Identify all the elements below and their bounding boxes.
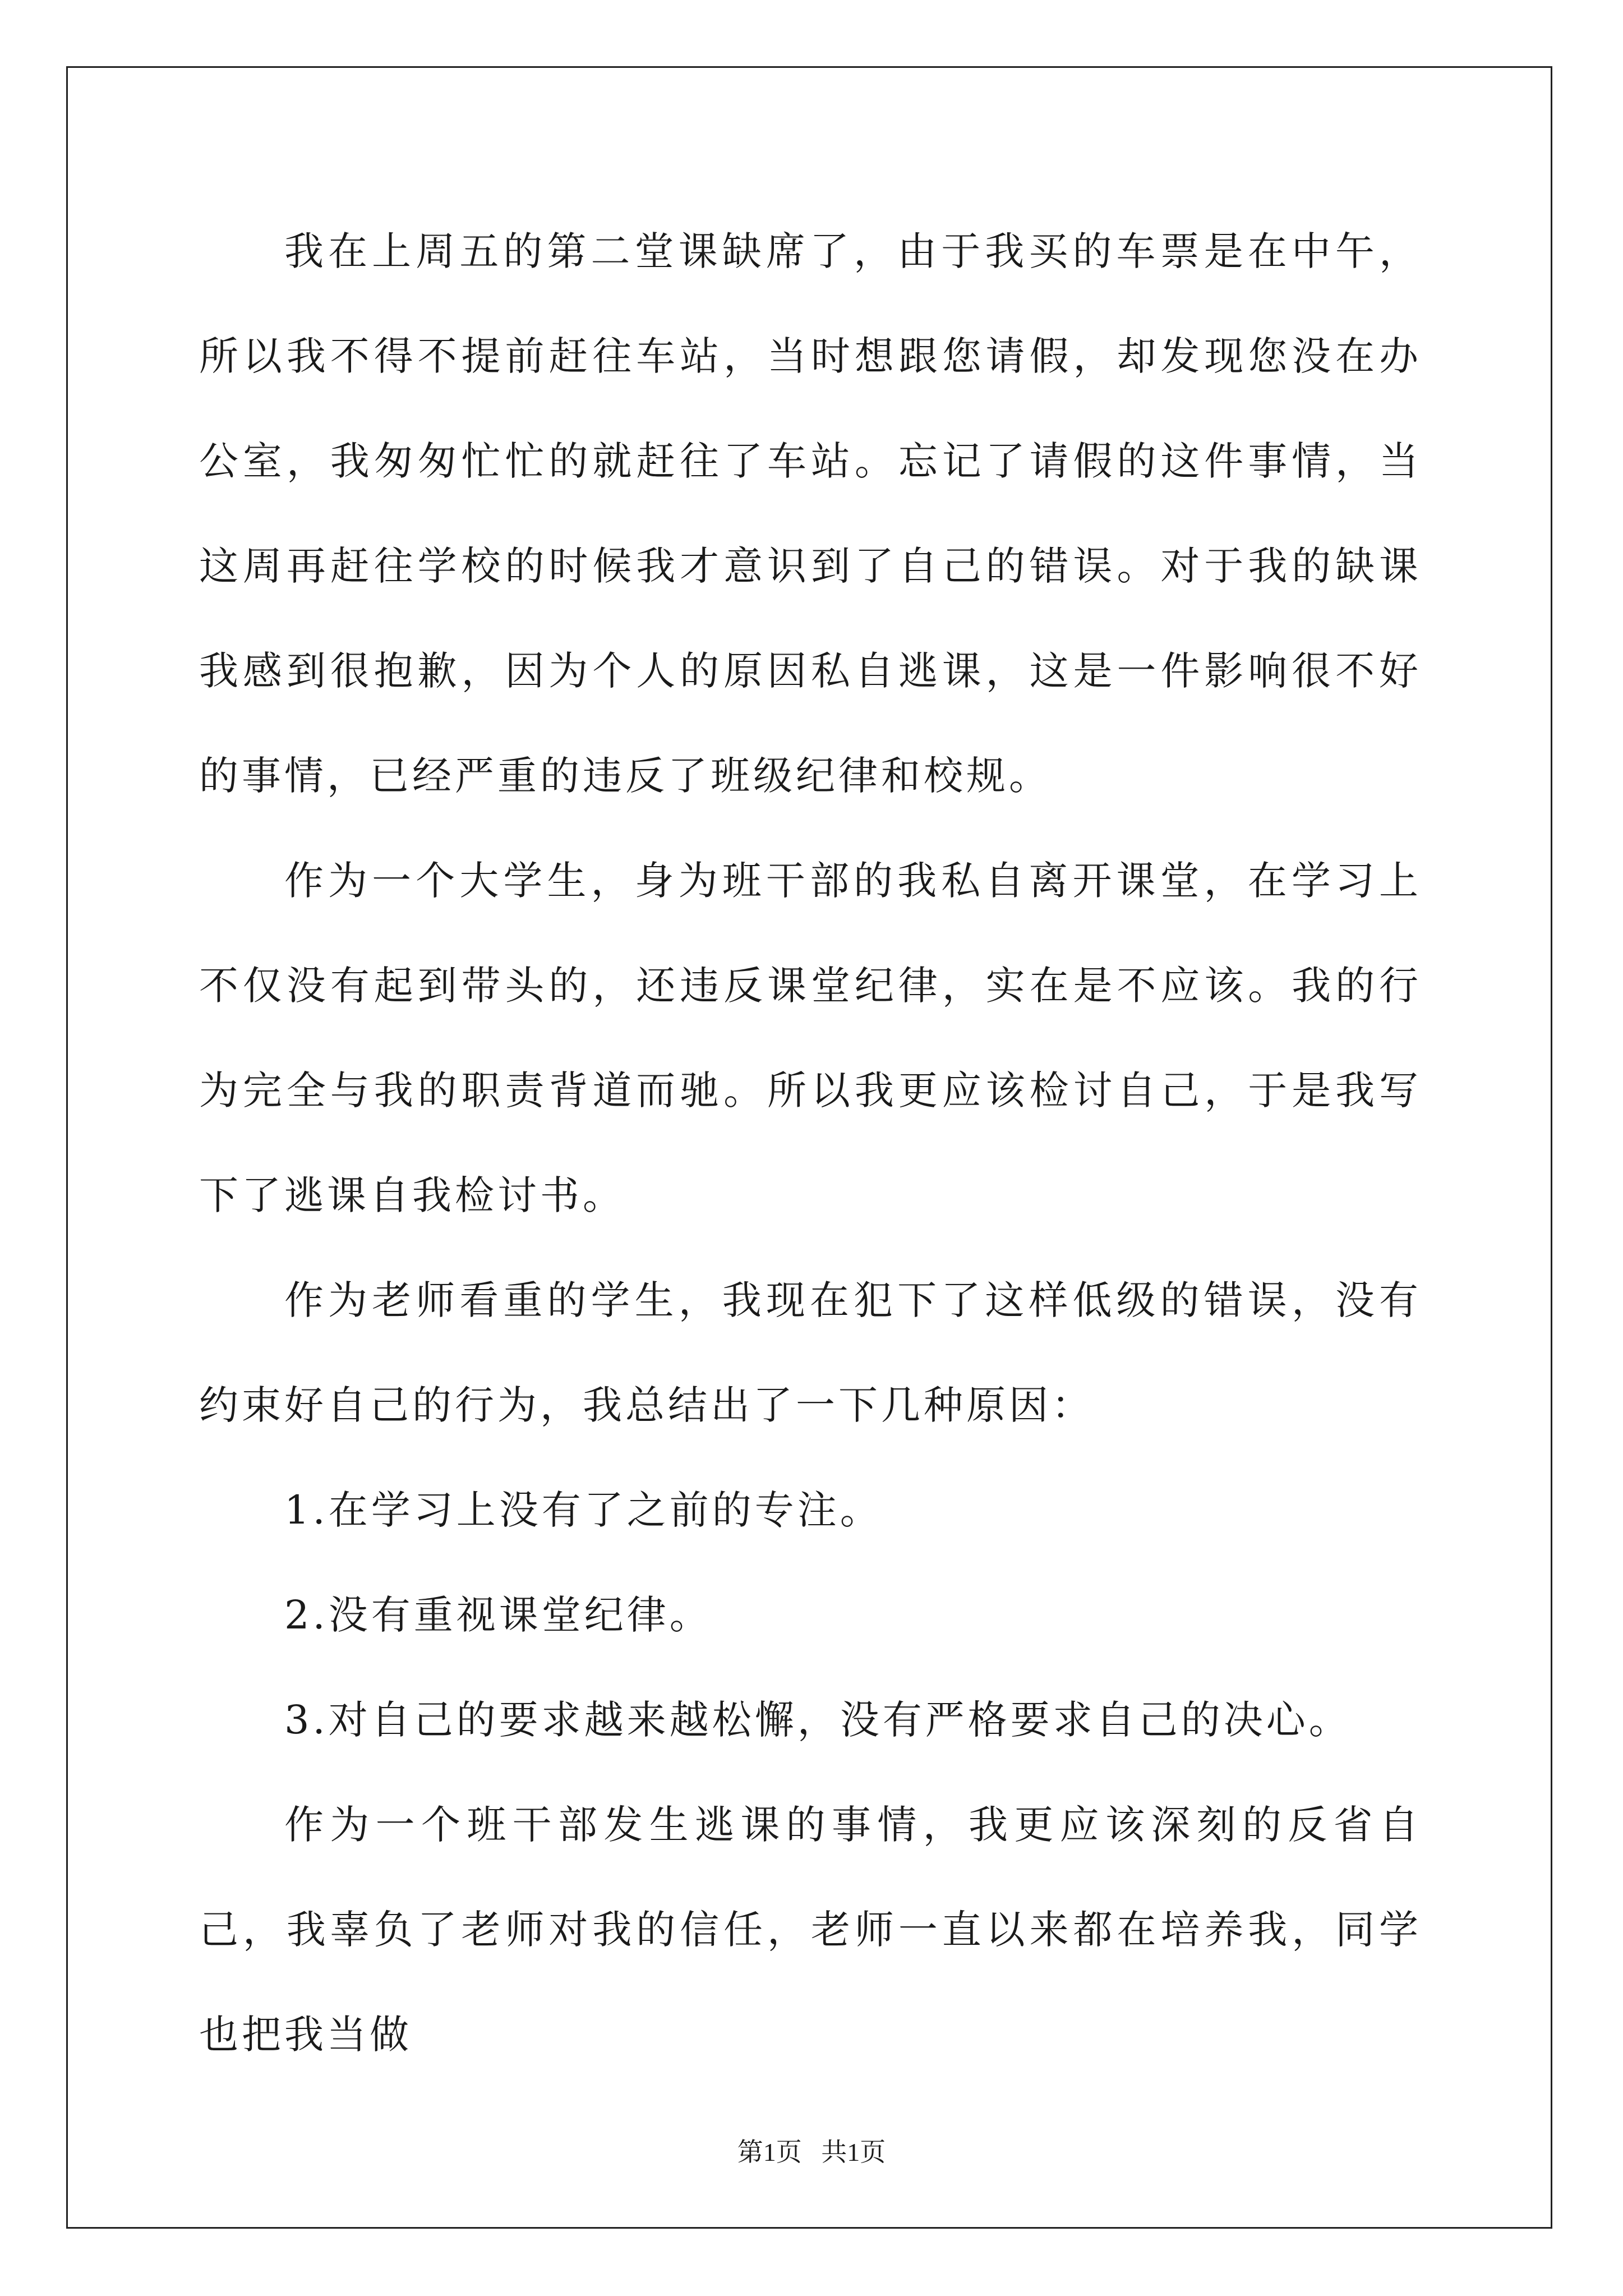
paragraph-class-cadre-reflection: 作为一个大学生，身为班干部的我私自离开课堂，在学习上不仅没有起到带头的，还违反课堂纪律，实在是不应该。我的行为完全与我的职责背道而驰。所以我更应该检讨自己，于是我写下了逃课自我检讨书。 xyxy=(199,858,1422,1218)
list-item-reason-1: 1.在学习上没有了之前的专注。 xyxy=(284,1487,883,1533)
paragraph-reasons-intro: 作为老师看重的学生，我现在犯下了这样低级的错误，没有约束好自己的行为，我总结出了一下几种原因： xyxy=(199,1277,1422,1428)
paragraph-absence-explanation: 我在上周五的第二堂课缺席了，由于我买的车票是在中午，所以我不得不提前赶往车站，当时想跟您请假，却发现您没在办公室，我匆匆忙忙的就赶往了车站。忘记了请假的这件事情，当这周再赶往学校的时候我才意识到了自己的错误。对于我的缺课我感到很抱歉，因为个人的原因私自逃课，这是一件影响很不好的事情，已经严重的违反了班级纪律和校规。 xyxy=(199,228,1422,799)
list-item-reason-3: 3.对自己的要求越来越松懈，没有严格要求自己的决心。 xyxy=(284,1697,1352,1743)
document-body xyxy=(199,199,1422,2087)
page-number-footer: 第1页 共1页 xyxy=(737,2138,886,2166)
list-item-reason-2: 2.没有重视课堂纪律。 xyxy=(284,1592,712,1638)
paragraph-self-reflection: 作为一个班干部发生逃课的事情，我更应该深刻的反省自己，我辜负了老师对我的信任，老师一直以来都在培养我，同学也把我当做 xyxy=(199,1802,1422,2058)
